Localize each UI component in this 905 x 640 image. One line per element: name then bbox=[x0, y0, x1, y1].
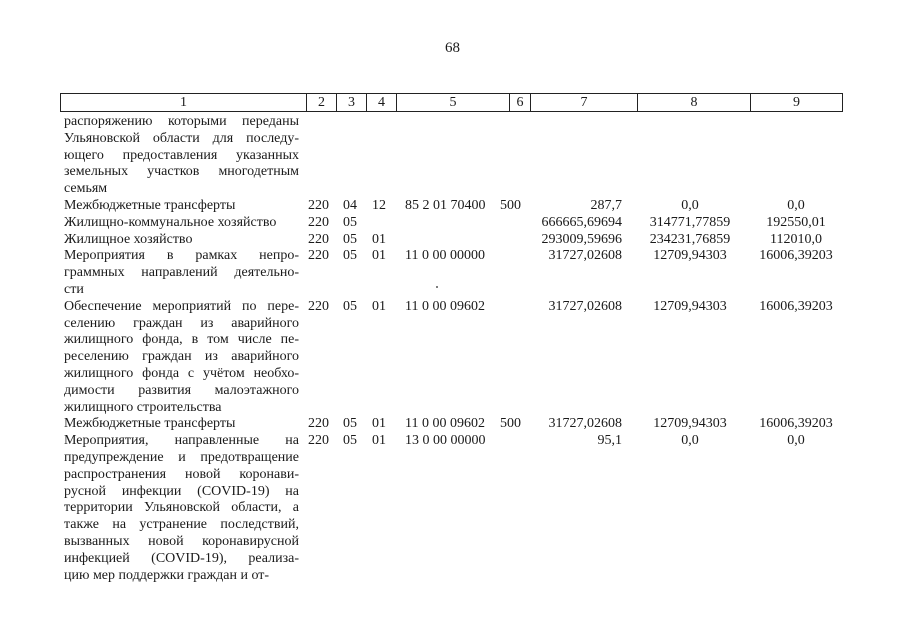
cell-col-4: 01 bbox=[372, 248, 386, 264]
cell-col-5: 11 0 00 00000 bbox=[405, 248, 485, 264]
cell-col-9: 16006,39203 bbox=[759, 248, 833, 264]
description-line: селению граждан из аварийного bbox=[64, 315, 299, 331]
cell-col-3: 04 bbox=[343, 197, 357, 213]
header-col-1: 1 bbox=[180, 95, 187, 110]
description-line: русной инфекции (COVID-19) на bbox=[64, 483, 299, 499]
cell-col-5: 11 0 00 09602 bbox=[405, 298, 485, 314]
description-line: семьям bbox=[64, 181, 108, 197]
description-line: распространения новой коронави- bbox=[64, 466, 299, 482]
description-line: Ульяновской области для последу- bbox=[64, 130, 299, 146]
header-col-6: 6 bbox=[509, 94, 530, 111]
row-description bbox=[64, 198, 299, 215]
description-line: Межбюджетные трансферты bbox=[64, 416, 236, 432]
cell-col-7: 31727,02608 bbox=[548, 416, 622, 432]
cell-col-8: 234231,76859 bbox=[649, 231, 731, 247]
row-description bbox=[64, 416, 299, 433]
cell-col-3: 05 bbox=[343, 298, 357, 314]
description-line: граммных направлений деятельно- bbox=[64, 265, 299, 281]
cell-col-7: 666665,69694 bbox=[541, 214, 622, 230]
cell-col-2: 220 bbox=[308, 248, 329, 264]
scan-dot bbox=[436, 286, 438, 288]
cell-col-7: 95,1 bbox=[597, 433, 622, 449]
description-line: вызванных новой коронавирусной bbox=[64, 533, 299, 549]
description-line: Мероприятия в рамках непро- bbox=[64, 248, 299, 264]
cell-col-9: 112010,0 bbox=[770, 231, 822, 247]
cell-col-5: 11 0 00 09602 bbox=[405, 416, 485, 432]
description-line: земельных участков многодетным bbox=[64, 164, 299, 180]
header-col-9: 9 bbox=[750, 94, 842, 111]
table-row bbox=[0, 114, 905, 198]
cell-col-9: 0,0 bbox=[787, 197, 805, 213]
cell-col-7: 287,7 bbox=[590, 197, 622, 213]
table-row bbox=[0, 248, 905, 298]
cell-col-4: 01 bbox=[372, 298, 386, 314]
description-line: Мероприятия, направленные на bbox=[64, 433, 299, 449]
description-line: жилищного фонда, в том числе пе- bbox=[64, 332, 299, 348]
description-line: сти bbox=[64, 281, 84, 297]
table-row bbox=[0, 433, 905, 584]
cell-col-2: 220 bbox=[308, 214, 329, 230]
description-line: инфекцией (COVID-19), реализа- bbox=[64, 550, 299, 566]
cell-col-4: 01 bbox=[372, 231, 386, 247]
table-row bbox=[0, 215, 905, 232]
table-body bbox=[0, 114, 905, 584]
cell-col-2: 220 bbox=[308, 231, 329, 247]
cell-col-8: 314771,77859 bbox=[649, 214, 731, 230]
description-line: Межбюджетные трансферты bbox=[64, 197, 236, 213]
cell-col-9: 192550,01 bbox=[766, 214, 826, 230]
description-line: Жилищно-коммунальное хозяйство bbox=[64, 214, 277, 230]
cell-col-9: 16006,39203 bbox=[759, 298, 833, 314]
cell-col-7: 31727,02608 bbox=[548, 298, 622, 314]
table-row bbox=[0, 198, 905, 215]
cell-col-3: 05 bbox=[343, 433, 357, 449]
header-col-2: 2 bbox=[306, 94, 336, 111]
cell-col-8: 0,0 bbox=[681, 197, 699, 213]
cell-col-2: 220 bbox=[308, 433, 329, 449]
description-line: реселению граждан из аварийного bbox=[64, 349, 299, 365]
header-col-8: 8 bbox=[637, 94, 750, 111]
description-line: распоряжению которыми переданы bbox=[64, 114, 299, 129]
description-line: предупреждение и предотвращение bbox=[64, 449, 299, 465]
cell-col-4: 12 bbox=[372, 197, 386, 213]
cell-col-9: 0,0 bbox=[787, 433, 805, 449]
cell-col-8: 12709,94303 bbox=[653, 298, 727, 314]
description-line: жилищного строительства bbox=[64, 399, 222, 415]
cell-col-4: 01 bbox=[372, 433, 386, 449]
table-header-row bbox=[60, 93, 843, 112]
cell-col-9: 16006,39203 bbox=[759, 416, 833, 432]
cell-col-2: 220 bbox=[308, 298, 329, 314]
description-line: также на устранение последствий, bbox=[64, 517, 299, 533]
cell-col-4: 01 bbox=[372, 416, 386, 432]
description-line: ющего предоставления указанных bbox=[64, 147, 299, 163]
page-number: 68 bbox=[445, 40, 460, 56]
description-line: жилищного фонда с учётом необхо- bbox=[64, 365, 299, 381]
cell-col-7: 293009,59696 bbox=[541, 231, 622, 247]
header-col-3: 3 bbox=[336, 94, 366, 111]
cell-col-3: 05 bbox=[343, 248, 357, 264]
table-row bbox=[0, 232, 905, 249]
header-col-4: 4 bbox=[366, 94, 396, 111]
header-col-7: 7 bbox=[530, 94, 637, 111]
description-line: Обеспечение мероприятий по пере- bbox=[64, 298, 299, 314]
row-description bbox=[64, 248, 299, 298]
cell-col-3: 05 bbox=[343, 231, 357, 247]
cell-col-8: 0,0 bbox=[681, 433, 699, 449]
row-description bbox=[64, 215, 299, 232]
cell-col-5: 13 0 00 00000 bbox=[405, 433, 486, 449]
header-col-5: 5 bbox=[396, 94, 509, 111]
cell-col-6: 500 bbox=[500, 197, 521, 213]
table-row bbox=[0, 416, 905, 433]
description-line: Жилищное хозяйство bbox=[64, 231, 193, 247]
cell-col-2: 220 bbox=[308, 197, 329, 213]
row-description bbox=[64, 299, 299, 417]
description-line: димости развития малоэтажного bbox=[64, 382, 299, 398]
cell-col-6: 500 bbox=[500, 416, 521, 432]
cell-col-7: 31727,02608 bbox=[548, 248, 622, 264]
cell-col-3: 05 bbox=[343, 416, 357, 432]
cell-col-2: 220 bbox=[308, 416, 329, 432]
description-line: территории Ульяновской области, а bbox=[64, 500, 299, 516]
row-description bbox=[64, 114, 299, 198]
row-description bbox=[64, 433, 299, 584]
row-description bbox=[64, 232, 299, 249]
description-line: цию мер поддержки граждан и от- bbox=[64, 567, 270, 583]
table-row bbox=[0, 299, 905, 417]
cell-col-8: 12709,94303 bbox=[653, 416, 727, 432]
cell-col-5: 85 2 01 70400 bbox=[405, 197, 486, 213]
cell-col-8: 12709,94303 bbox=[653, 248, 727, 264]
cell-col-3: 05 bbox=[343, 214, 357, 230]
